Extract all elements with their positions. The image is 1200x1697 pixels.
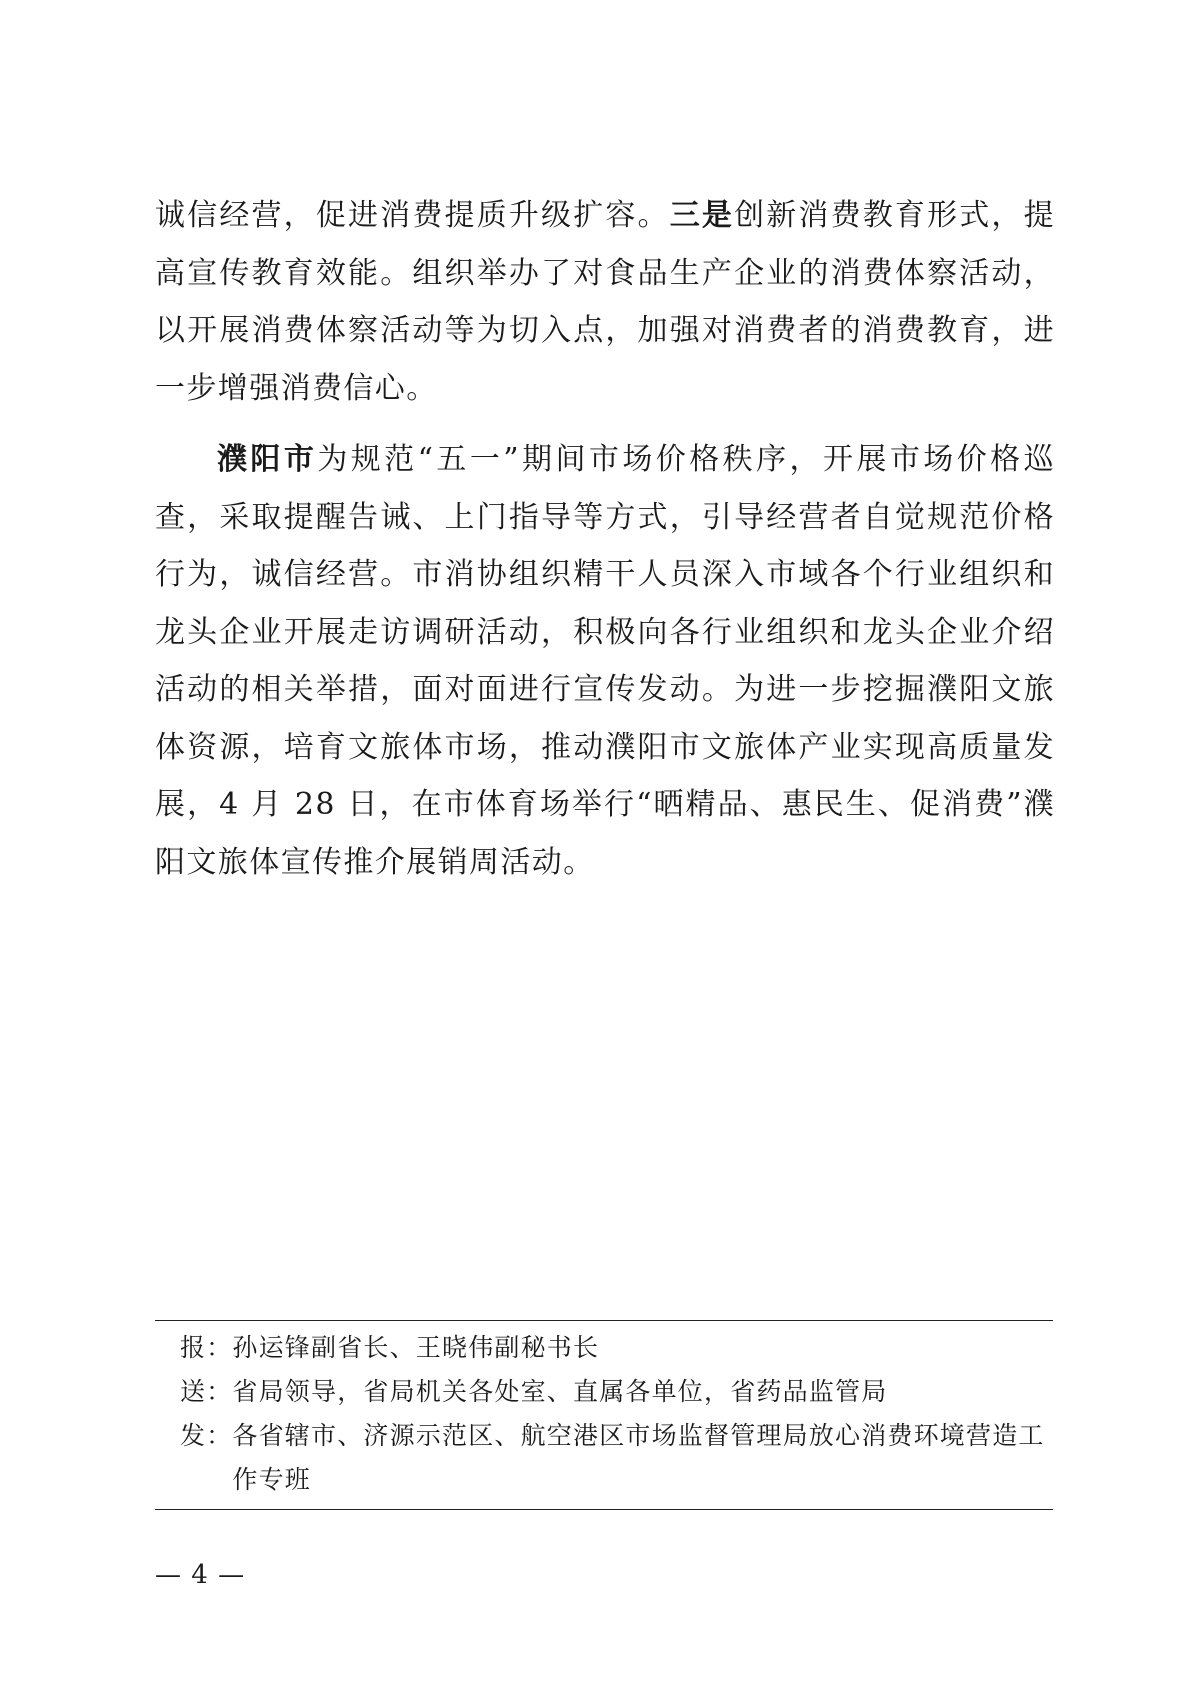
distribution-bottom-rule xyxy=(155,1509,1053,1510)
distribution-row-report xyxy=(180,1326,1050,1370)
paragraph-1 xyxy=(155,187,1055,417)
distribution-label-report: 报： xyxy=(180,1333,233,1362)
paragraph-2 xyxy=(155,431,1055,891)
paragraph-2-text: 为规范“五一”期间市场价格秩序，开展市场价格巡查，采取提醒告诫、上门指导等方式，引导经营者自觉规范价格行为，诚信经营。市消协组织精干人员深入市域各个行业组织和龙头企业开展走访调研活动，积极向各行业组织和龙头企业介绍活动的相关举措，面对面进行宣传发动。为进一步挖掘濮阳文旅体资源，培育文旅体市场，推动濮阳市文旅体产业实现高质量发展，4 月 28 日，在市体育场举行“晒精品、惠民生、促消费”濮阳文旅体宣传推介展销周活动。 xyxy=(155,442,1055,880)
paragraph-2-emphasis: 濮阳市 xyxy=(217,442,318,477)
distribution-value-report: 孙运锋副省长、王晓伟副秘书长 xyxy=(232,1333,600,1362)
distribution-row-issue xyxy=(180,1414,1050,1502)
distribution-label-issue: 发： xyxy=(180,1421,233,1450)
distribution-label-send: 送： xyxy=(180,1377,233,1406)
paragraph-1-text-a: 诚信经营，促进消费提质升级扩容。 xyxy=(155,198,670,233)
body-text xyxy=(155,187,1055,891)
paragraph-1-emphasis: 三是 xyxy=(669,198,735,233)
distribution-list xyxy=(180,1326,1050,1502)
distribution-top-rule xyxy=(155,1320,1053,1321)
distribution-value-issue: 各省辖市、济源示范区、航空港区市场监督管理局放心消费环境营造工作专班 xyxy=(232,1421,1045,1494)
distribution-row-send xyxy=(180,1370,1050,1414)
page-number: — 4 — xyxy=(155,1560,246,1590)
distribution-value-send: 省局领导，省局机关各处室、直属各单位，省药品监管局 xyxy=(232,1377,888,1406)
paragraph-1-text-b: 创新消费教育形式，提高宣传教育效能。组织举办了对食品生产企业的消费体察活动，以开展消费体察活动等为切入点，加强对消费者的消费教育，进一步增强消费信心。 xyxy=(155,198,1055,406)
